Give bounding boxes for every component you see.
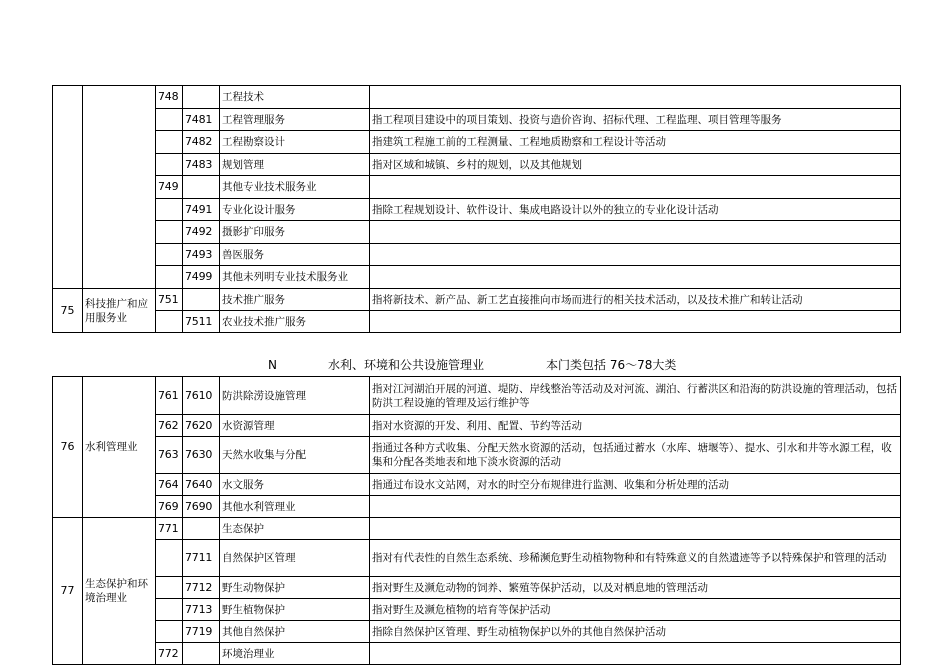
table-row <box>53 266 901 289</box>
description-cell: 指对江河湖泊开展的河道、堤防、岸线整治等活动及对河流、湖泊、行蓄洪区和沿海的防洪设施的管理活动，包括防洪工程设施的管理及运行维护等 <box>370 377 901 415</box>
mid-code-cell <box>156 311 183 333</box>
sub-code-cell: 7610 <box>183 377 220 415</box>
classification-table-lower <box>52 376 901 665</box>
mid-code-cell <box>156 221 183 244</box>
table-row <box>53 540 901 577</box>
mid-code-cell: 771 <box>156 518 183 540</box>
category-name-cell: 其他未列明专业技术服务业 <box>220 266 370 289</box>
mid-code-cell: 769 <box>156 496 183 518</box>
table-row <box>53 437 901 474</box>
category-name-cell: 天然水收集与分配 <box>220 437 370 474</box>
description-cell: 指除工程规划设计、软件设计、集成电路设计以外的独立的专业化设计活动 <box>370 199 901 221</box>
mid-code-cell <box>156 244 183 266</box>
category-name-cell: 水资源管理 <box>220 415 370 437</box>
description-cell: 指对水资源的开发、利用、配置、节约等活动 <box>370 415 901 437</box>
mid-code-cell: 764 <box>156 474 183 496</box>
sub-code-cell: 7511 <box>183 311 220 333</box>
table-row <box>53 131 901 154</box>
sub-code-cell: 7492 <box>183 221 220 244</box>
section-title: 水利、环境和公共设施管理业 <box>328 358 485 372</box>
description-cell <box>370 176 901 199</box>
major-code-cell <box>53 86 83 289</box>
table-row <box>53 643 901 665</box>
description-cell: 指通过布设水文站网，对水的时空分布规律进行监测、收集和分析处理的活动 <box>370 474 901 496</box>
mid-code-cell: 751 <box>156 289 183 311</box>
category-name-cell: 自然保护区管理 <box>220 540 370 577</box>
table-row <box>53 621 901 643</box>
table-row <box>53 415 901 437</box>
classification-table-upper <box>52 85 901 333</box>
mid-code-cell <box>156 199 183 221</box>
description-cell <box>370 311 901 333</box>
section-note: 本门类包括 76～78大类 <box>546 358 677 372</box>
category-name-cell: 工程管理服务 <box>220 109 370 131</box>
table-row <box>53 577 901 599</box>
sub-code-cell: 7481 <box>183 109 220 131</box>
table-row <box>53 154 901 176</box>
major-name-cell: 生态保护和环境治理业 <box>83 518 156 665</box>
major-code-cell: 76 <box>53 377 83 518</box>
mid-code-cell <box>156 109 183 131</box>
description-cell <box>370 221 901 244</box>
category-name-cell: 其他专业技术服务业 <box>220 176 370 199</box>
description-cell: 指将新技术、新产品、新工艺直接推向市场而进行的相关技术活动，以及技术推广和转让活动 <box>370 289 901 311</box>
mid-code-cell: 748 <box>156 86 183 109</box>
sub-code-cell: 7620 <box>183 415 220 437</box>
description-cell: 指除自然保护区管理、野生动植物保护以外的其他自然保护活动 <box>370 621 901 643</box>
category-name-cell: 水文服务 <box>220 474 370 496</box>
sub-code-cell: 7499 <box>183 266 220 289</box>
mid-code-cell <box>156 266 183 289</box>
category-name-cell: 农业技术推广服务 <box>220 311 370 333</box>
category-name-cell: 其他自然保护 <box>220 621 370 643</box>
category-name-cell: 专业化设计服务 <box>220 199 370 221</box>
description-cell <box>370 86 901 109</box>
category-name-cell: 兽医服务 <box>220 244 370 266</box>
major-name-cell: 水利管理业 <box>83 377 156 518</box>
description-cell: 指对区域和城镇、乡村的规划，以及其他规划 <box>370 154 901 176</box>
sub-code-cell: 7491 <box>183 199 220 221</box>
description-cell: 指对野生及濒危动物的饲养、繁殖等保护活动，以及对栖息地的管理活动 <box>370 577 901 599</box>
description-cell: 指建筑工程施工前的工程测量、工程地质勘察和工程设计等活动 <box>370 131 901 154</box>
sub-code-cell: 7482 <box>183 131 220 154</box>
category-name-cell: 其他水利管理业 <box>220 496 370 518</box>
mid-code-cell <box>156 621 183 643</box>
mid-code-cell: 761 <box>156 377 183 415</box>
table-row <box>53 199 901 221</box>
sub-code-cell: 7493 <box>183 244 220 266</box>
mid-code-cell <box>156 599 183 621</box>
sub-code-cell: 7712 <box>183 577 220 599</box>
description-cell <box>370 244 901 266</box>
sub-code-cell: 7719 <box>183 621 220 643</box>
table-row <box>53 311 901 333</box>
description-cell: 指对野生及濒危植物的培育等保护活动 <box>370 599 901 621</box>
category-name-cell: 技术推广服务 <box>220 289 370 311</box>
major-code-cell: 75 <box>53 289 83 333</box>
mid-code-cell <box>156 540 183 577</box>
description-cell <box>370 266 901 289</box>
table-row <box>53 496 901 518</box>
table-row <box>53 289 901 311</box>
sub-code-cell: 7483 <box>183 154 220 176</box>
category-name-cell: 环境治理业 <box>220 643 370 665</box>
category-name-cell: 工程技术 <box>220 86 370 109</box>
category-name-cell: 摄影扩印服务 <box>220 221 370 244</box>
table-row <box>53 86 901 109</box>
description-cell: 指通过各种方式收集、分配天然水资源的活动，包括通过蓄水（水库、塘堰等）、提水、引水和井等水源工程，收集和分配各类地表和地下淡水资源的活动 <box>370 437 901 474</box>
sub-code-cell <box>183 643 220 665</box>
sub-code-cell <box>183 176 220 199</box>
section-heading <box>0 357 950 373</box>
sub-code-cell <box>183 86 220 109</box>
table-row <box>53 377 901 415</box>
mid-code-cell: 749 <box>156 176 183 199</box>
description-cell <box>370 518 901 540</box>
sub-code-cell: 7713 <box>183 599 220 621</box>
mid-code-cell <box>156 131 183 154</box>
table-row <box>53 244 901 266</box>
mid-code-cell <box>156 577 183 599</box>
category-name-cell: 防洪除涝设施管理 <box>220 377 370 415</box>
table-row <box>53 176 901 199</box>
sub-code-cell: 7630 <box>183 437 220 474</box>
sub-code-cell: 7640 <box>183 474 220 496</box>
sub-code-cell <box>183 289 220 311</box>
category-name-cell: 野生植物保护 <box>220 599 370 621</box>
mid-code-cell <box>156 154 183 176</box>
mid-code-cell: 763 <box>156 437 183 474</box>
table-row <box>53 518 901 540</box>
category-name-cell: 工程勘察设计 <box>220 131 370 154</box>
mid-code-cell: 772 <box>156 643 183 665</box>
table-row <box>53 599 901 621</box>
sub-code-cell <box>183 518 220 540</box>
description-cell <box>370 643 901 665</box>
table-row <box>53 221 901 244</box>
major-name-cell: 科技推广和应用服务业 <box>83 289 156 333</box>
major-name-cell <box>83 86 156 289</box>
major-code-cell: 77 <box>53 518 83 665</box>
sub-code-cell: 7690 <box>183 496 220 518</box>
description-cell: 指工程项目建设中的项目策划、投资与造价咨询、招标代理、工程监理、项目管理等服务 <box>370 109 901 131</box>
mid-code-cell: 762 <box>156 415 183 437</box>
category-name-cell: 野生动物保护 <box>220 577 370 599</box>
sub-code-cell: 7711 <box>183 540 220 577</box>
table-row <box>53 474 901 496</box>
section-letter: N <box>268 358 277 372</box>
category-name-cell: 生态保护 <box>220 518 370 540</box>
description-cell <box>370 496 901 518</box>
category-name-cell: 规划管理 <box>220 154 370 176</box>
description-cell: 指对有代表性的自然生态系统、珍稀濒危野生动植物物种和有特殊意义的自然遗迹等予以特殊保护和管理的活动 <box>370 540 901 577</box>
table-row <box>53 109 901 131</box>
